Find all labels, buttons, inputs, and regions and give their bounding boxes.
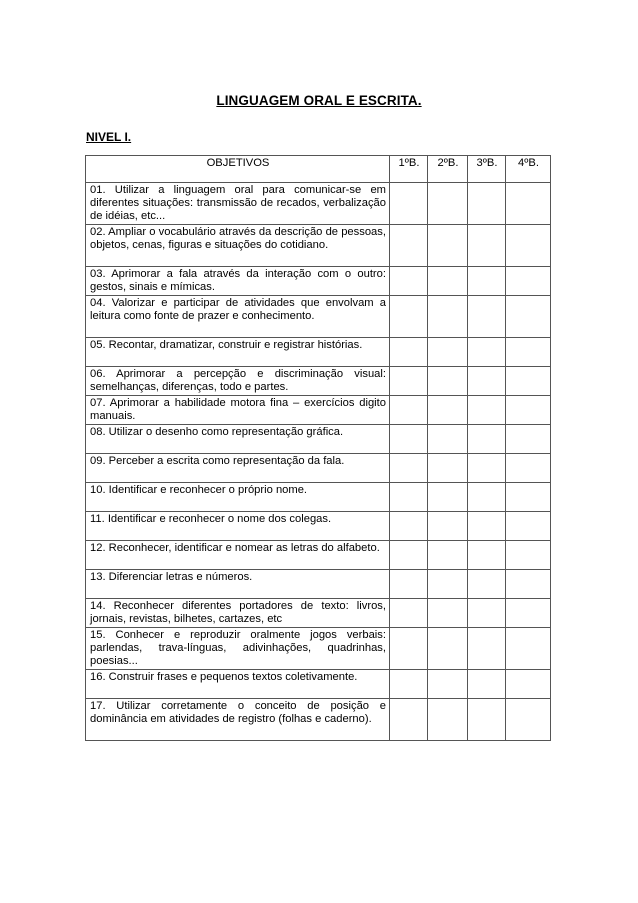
header-bimester-1: 1ºB. — [390, 156, 428, 183]
objective-text: 01. Utilizar a linguagem oral para comunicar-se em diferentes situações: transmissão de recados, verbalização de idéias, etc... — [86, 183, 390, 225]
bimester-1-cell[interactable] — [390, 183, 428, 225]
bimester-2-cell[interactable] — [428, 425, 468, 454]
bimester-2-cell[interactable] — [428, 570, 468, 599]
bimester-3-cell[interactable] — [468, 454, 506, 483]
bimester-2-cell[interactable] — [428, 699, 468, 741]
table-row — [86, 454, 551, 483]
bimester-4-cell[interactable] — [506, 296, 551, 338]
bimester-3-cell[interactable] — [468, 267, 506, 296]
bimester-4-cell[interactable] — [506, 570, 551, 599]
bimester-4-cell[interactable] — [506, 183, 551, 225]
bimester-2-cell[interactable] — [428, 338, 468, 367]
table-row — [86, 296, 551, 338]
header-bimester-4: 4ºB. — [506, 156, 551, 183]
bimester-4-cell[interactable] — [506, 670, 551, 699]
bimester-3-cell[interactable] — [468, 570, 506, 599]
bimester-4-cell[interactable] — [506, 367, 551, 396]
objective-text: 02. Ampliar o vocabulário através da descrição de pessoas, objetos, cenas, figuras e situações do cotidiano. — [86, 225, 390, 267]
objective-text: 03. Aprimorar a fala através da interação com o outro: gestos, sinais e mímicas. — [86, 267, 390, 296]
objective-text: 04. Valorizar e participar de atividades que envolvam a leitura como fonte de prazer e conhecimento. — [86, 296, 390, 338]
table-row — [86, 183, 551, 225]
bimester-4-cell[interactable] — [506, 541, 551, 570]
bimester-1-cell[interactable] — [390, 338, 428, 367]
table-row — [86, 599, 551, 628]
bimester-3-cell[interactable] — [468, 483, 506, 512]
bimester-2-cell[interactable] — [428, 670, 468, 699]
table-row — [86, 425, 551, 454]
bimester-2-cell[interactable] — [428, 267, 468, 296]
bimester-2-cell[interactable] — [428, 483, 468, 512]
bimester-3-cell[interactable] — [468, 599, 506, 628]
bimester-4-cell[interactable] — [506, 338, 551, 367]
objective-text: 13. Diferenciar letras e números. — [86, 570, 390, 599]
bimester-3-cell[interactable] — [468, 296, 506, 338]
objective-text: 10. Identificar e reconhecer o próprio nome. — [86, 483, 390, 512]
table-row — [86, 699, 551, 741]
bimester-4-cell[interactable] — [506, 425, 551, 454]
bimester-3-cell[interactable] — [468, 670, 506, 699]
bimester-1-cell[interactable] — [390, 628, 428, 670]
bimester-3-cell[interactable] — [468, 183, 506, 225]
bimester-2-cell[interactable] — [428, 183, 468, 225]
table-row — [86, 267, 551, 296]
table-row — [86, 367, 551, 396]
table-row — [86, 628, 551, 670]
bimester-3-cell[interactable] — [468, 628, 506, 670]
bimester-2-cell[interactable] — [428, 628, 468, 670]
bimester-3-cell[interactable] — [468, 425, 506, 454]
bimester-1-cell[interactable] — [390, 541, 428, 570]
bimester-3-cell[interactable] — [468, 396, 506, 425]
objective-text: 15. Conhecer e reproduzir oralmente jogos verbais: parlendas, trava-línguas, adivinhações, quadrinhas, poesias... — [86, 628, 390, 670]
table-row — [86, 570, 551, 599]
table-row — [86, 338, 551, 367]
bimester-3-cell[interactable] — [468, 338, 506, 367]
bimester-1-cell[interactable] — [390, 483, 428, 512]
table-header-row — [86, 156, 551, 183]
objective-text: 16. Construir frases e pequenos textos coletivamente. — [86, 670, 390, 699]
document-title: LINGUAGEM ORAL E ESCRITA. — [216, 93, 422, 108]
objective-text: 08. Utilizar o desenho como representação gráfica. — [86, 425, 390, 454]
bimester-1-cell[interactable] — [390, 454, 428, 483]
objective-text: 11. Identificar e reconhecer o nome dos colegas. — [86, 512, 390, 541]
bimester-2-cell[interactable] — [428, 454, 468, 483]
table-row — [86, 670, 551, 699]
header-bimester-2: 2ºB. — [428, 156, 468, 183]
bimester-4-cell[interactable] — [506, 512, 551, 541]
bimester-1-cell[interactable] — [390, 699, 428, 741]
bimester-1-cell[interactable] — [390, 367, 428, 396]
table-row — [86, 225, 551, 267]
objective-text: 06. Aprimorar a percepção e discriminação visual: semelhanças, diferenças, todo e partes. — [86, 367, 390, 396]
bimester-1-cell[interactable] — [390, 296, 428, 338]
objective-text: 12. Reconhecer, identificar e nomear as letras do alfabeto. — [86, 541, 390, 570]
level-heading: NIVEL I. — [86, 130, 132, 144]
bimester-4-cell[interactable] — [506, 267, 551, 296]
objective-text: 07. Aprimorar a habilidade motora fina – exercícios digito manuais. — [86, 396, 390, 425]
bimester-4-cell[interactable] — [506, 628, 551, 670]
bimester-1-cell[interactable] — [390, 670, 428, 699]
objective-text: 14. Reconhecer diferentes portadores de texto: livros, jornais, revistas, bilhetes, cartazes, etc — [86, 599, 390, 628]
header-bimester-3: 3ºB. — [468, 156, 506, 183]
bimester-3-cell[interactable] — [468, 699, 506, 741]
bimester-3-cell[interactable] — [468, 512, 506, 541]
bimester-1-cell[interactable] — [390, 425, 428, 454]
bimester-4-cell[interactable] — [506, 225, 551, 267]
bimester-4-cell[interactable] — [506, 396, 551, 425]
table-row — [86, 512, 551, 541]
bimester-4-cell[interactable] — [506, 483, 551, 512]
bimester-3-cell[interactable] — [468, 367, 506, 396]
bimester-2-cell[interactable] — [428, 512, 468, 541]
table-row — [86, 541, 551, 570]
bimester-1-cell[interactable] — [390, 512, 428, 541]
bimester-2-cell[interactable] — [428, 599, 468, 628]
bimester-4-cell[interactable] — [506, 699, 551, 741]
bimester-2-cell[interactable] — [428, 541, 468, 570]
bimester-1-cell[interactable] — [390, 570, 428, 599]
bimester-4-cell[interactable] — [506, 599, 551, 628]
table-row — [86, 396, 551, 425]
bimester-2-cell[interactable] — [428, 225, 468, 267]
objective-text: 05. Recontar, dramatizar, construir e registrar histórias. — [86, 338, 390, 367]
bimester-1-cell[interactable] — [390, 267, 428, 296]
bimester-3-cell[interactable] — [468, 225, 506, 267]
bimester-4-cell[interactable] — [506, 454, 551, 483]
bimester-3-cell[interactable] — [468, 541, 506, 570]
bimester-1-cell[interactable] — [390, 599, 428, 628]
header-objectives: OBJETIVOS — [86, 156, 390, 183]
bimester-1-cell[interactable] — [390, 225, 428, 267]
objective-text: 17. Utilizar corretamente o conceito de posição e dominância em atividades de registro (folhas e caderno). — [86, 699, 390, 741]
objectives-table — [85, 155, 551, 741]
bimester-2-cell[interactable] — [428, 396, 468, 425]
objective-text: 09. Perceber a escrita como representação da fala. — [86, 454, 390, 483]
bimester-2-cell[interactable] — [428, 296, 468, 338]
bimester-2-cell[interactable] — [428, 367, 468, 396]
table-row — [86, 483, 551, 512]
bimester-1-cell[interactable] — [390, 396, 428, 425]
